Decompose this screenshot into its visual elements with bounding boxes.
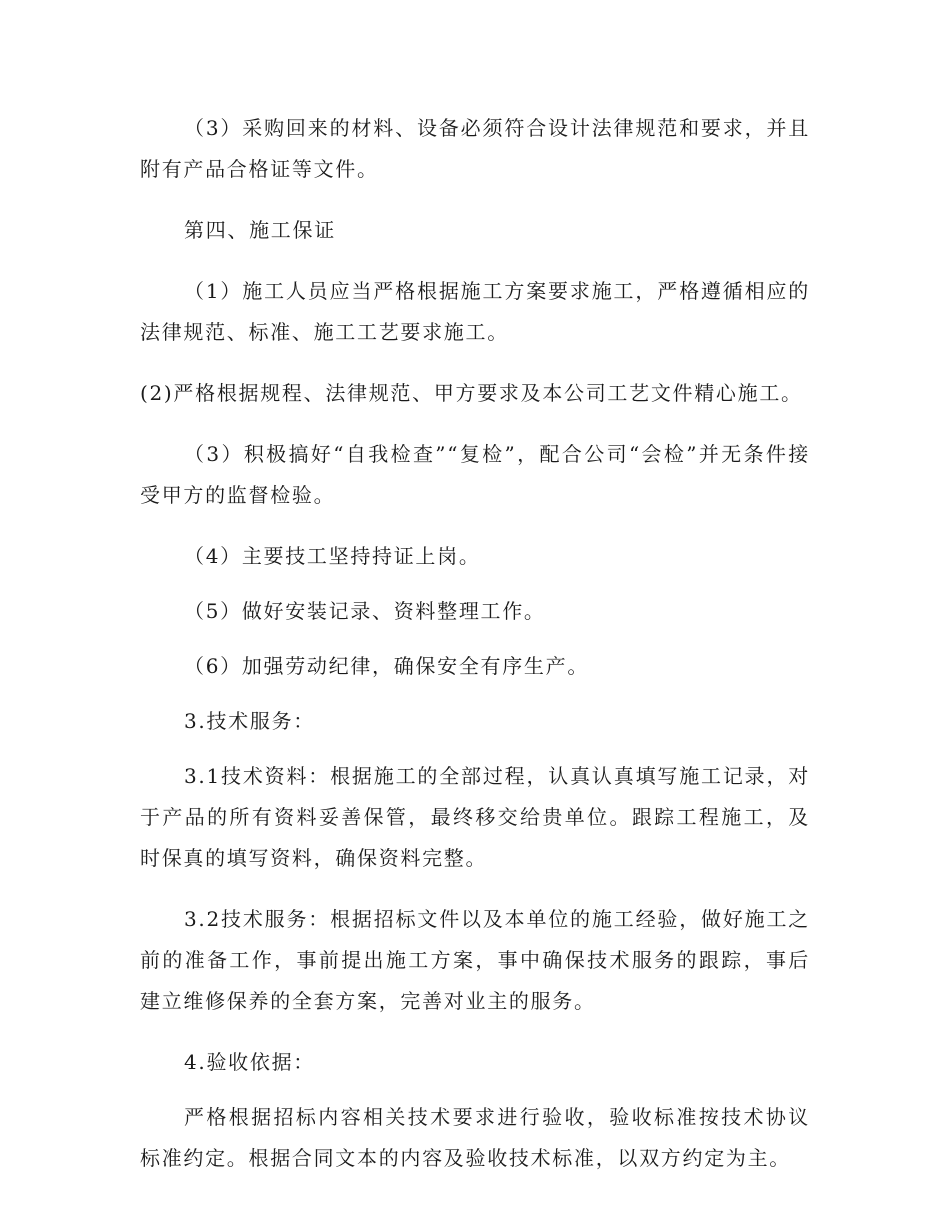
paragraph-guarantee-item-1: （1）施工人员应当严格根据施工方案要求施工，严格遵循相应的法律规范、标准、施工工艺要求施工。	[140, 279, 810, 344]
paragraph-guarantee-item-3: （3）积极搞好“自我检查”“复检”，配合公司“会检”并无条件接受甲方的监督检验。	[140, 442, 810, 507]
paragraph-guarantee-item-5: （5）做好安装记录、资料整理工作。	[184, 599, 546, 623]
paragraph-acceptance-criteria: 严格根据招标内容相关技术要求进行验收，验收标准按技术协议标准约定。根据合同文本的内容及验收技术标准，以双方约定为主。	[140, 1105, 810, 1170]
document-body	[140, 108, 810, 1199]
paragraph-technical-service-detail: 3.2技术服务：根据招标文件以及本单位的施工经验，做好施工之前的准备工作，事前提出施工方案，事中确保技术服务的跟踪，事后建立维修保养的全套方案，完善对业主的服务。	[140, 907, 810, 1013]
section-heading-construction-guarantee: 第四、施工保证	[184, 218, 336, 242]
section-heading-technical-service: 3.技术服务：	[184, 709, 315, 733]
paragraph-materials-certification: （3）采购回来的材料、设备必须符合设计法律规范和要求，并且附有产品合格证等文件。	[140, 116, 810, 181]
paragraph-guarantee-item-4: （4）主要技工坚持持证上岗。	[184, 544, 481, 568]
section-heading-acceptance-basis: 4.验收依据：	[184, 1050, 315, 1074]
paragraph-guarantee-item-2: (2)严格根据规程、法律规范、甲方要求及本公司工艺文件精心施工。	[140, 381, 803, 405]
paragraph-technical-documents: 3.1技术资料：根据施工的全部过程，认真认真填写施工记录，对于产品的所有资料妥善保管，最终移交给贵单位。跟踪工程施工，及时保真的填写资料，确保资料完整。	[140, 764, 810, 870]
paragraph-guarantee-item-6: （6）加强劳动纪律，确保安全有序生产。	[184, 654, 590, 678]
